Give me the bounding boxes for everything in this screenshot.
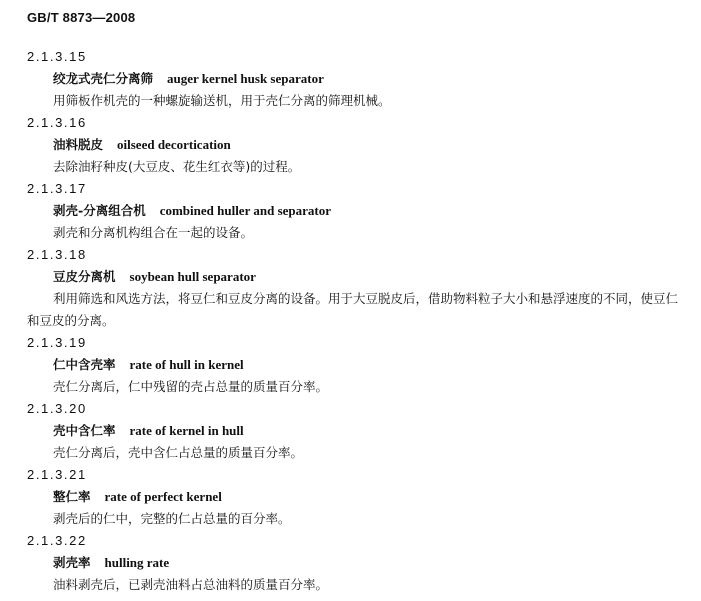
term-chinese: 豆皮分离机: [53, 269, 116, 284]
term-heading: [0, 68, 701, 90]
term-chinese: 剥壳率: [53, 555, 91, 570]
term-chinese: 整仁率: [53, 489, 91, 504]
term-heading: [0, 266, 701, 288]
term-entry: [0, 398, 701, 464]
term-english: auger kernel husk separator: [167, 71, 324, 86]
term-definition: 用筛板作机壳的一种螺旋输送机，用于壳仁分离的筛理机械。: [53, 93, 391, 108]
term-definition: 去除油籽种皮(大豆皮、花生红衣等)的过程。: [53, 159, 301, 174]
term-english: hulling rate: [104, 555, 170, 570]
term-chinese: 壳中含仁率: [53, 423, 116, 438]
term-english: rate of kernel in hull: [129, 423, 244, 438]
term-entry: [0, 46, 701, 112]
clause-number: 2.1.3.17: [27, 181, 87, 196]
term-heading: [0, 200, 701, 222]
clause-number: 2.1.3.21: [27, 467, 87, 482]
term-heading: [0, 486, 701, 508]
clause-number-text: 2.1.3.20: [27, 401, 87, 416]
clause-number: 2.1.3.22: [27, 533, 87, 548]
term-english: rate of perfect kernel: [104, 489, 222, 504]
term-definition: 壳仁分离后，壳中含仁占总量的质量百分率。: [53, 445, 304, 460]
term-entry-list: [0, 46, 701, 596]
term-english: combined huller and separator: [159, 203, 332, 218]
term-chinese: 剥壳-分离组合机: [53, 203, 146, 218]
term-heading: [0, 552, 701, 574]
clause-number: 2.1.3.18: [27, 247, 87, 262]
term-english: oilseed decortication: [117, 137, 231, 152]
term-entry: [0, 244, 701, 332]
term-entry: [0, 530, 701, 596]
term-entry: [0, 112, 701, 178]
standard-header: GB/T 8873—2008: [27, 10, 136, 25]
term-entry: [0, 178, 701, 244]
clause-number: 2.1.3.15: [27, 49, 87, 64]
term-chinese: 绞龙式壳仁分离筛: [53, 71, 154, 86]
term-heading: [0, 420, 701, 442]
term-english: rate of hull in kernel: [129, 357, 244, 372]
clause-number: 2.1.3.19: [27, 335, 87, 350]
term-entry: [0, 332, 701, 398]
term-definition: 剥壳和分离机构组合在一起的设备。: [53, 225, 254, 240]
term-definition: 利用筛选和风选方法，将豆仁和豆皮分离的设备。用于大豆脱皮后，借助物料粒子大小和悬浮速度的不同，使豆仁和豆皮的分离。: [27, 291, 679, 328]
term-english: soybean hull separator: [129, 269, 256, 284]
clause-number: 2.1.3.16: [27, 115, 87, 130]
clause-number: [0, 398, 701, 420]
term-definition: 油料剥壳后，已剥壳油料占总油料的质量百分率。: [53, 577, 329, 592]
term-entry: [0, 464, 701, 530]
term-chinese: 油料脱皮: [53, 137, 104, 152]
term-definition: 壳仁分离后，仁中残留的壳占总量的质量百分率。: [53, 379, 329, 394]
term-chinese: 仁中含壳率: [53, 357, 116, 372]
term-heading: [0, 134, 701, 156]
term-definition: 剥壳后的仁中，完整的仁占总量的百分率。: [53, 511, 291, 526]
term-heading: [0, 354, 701, 376]
